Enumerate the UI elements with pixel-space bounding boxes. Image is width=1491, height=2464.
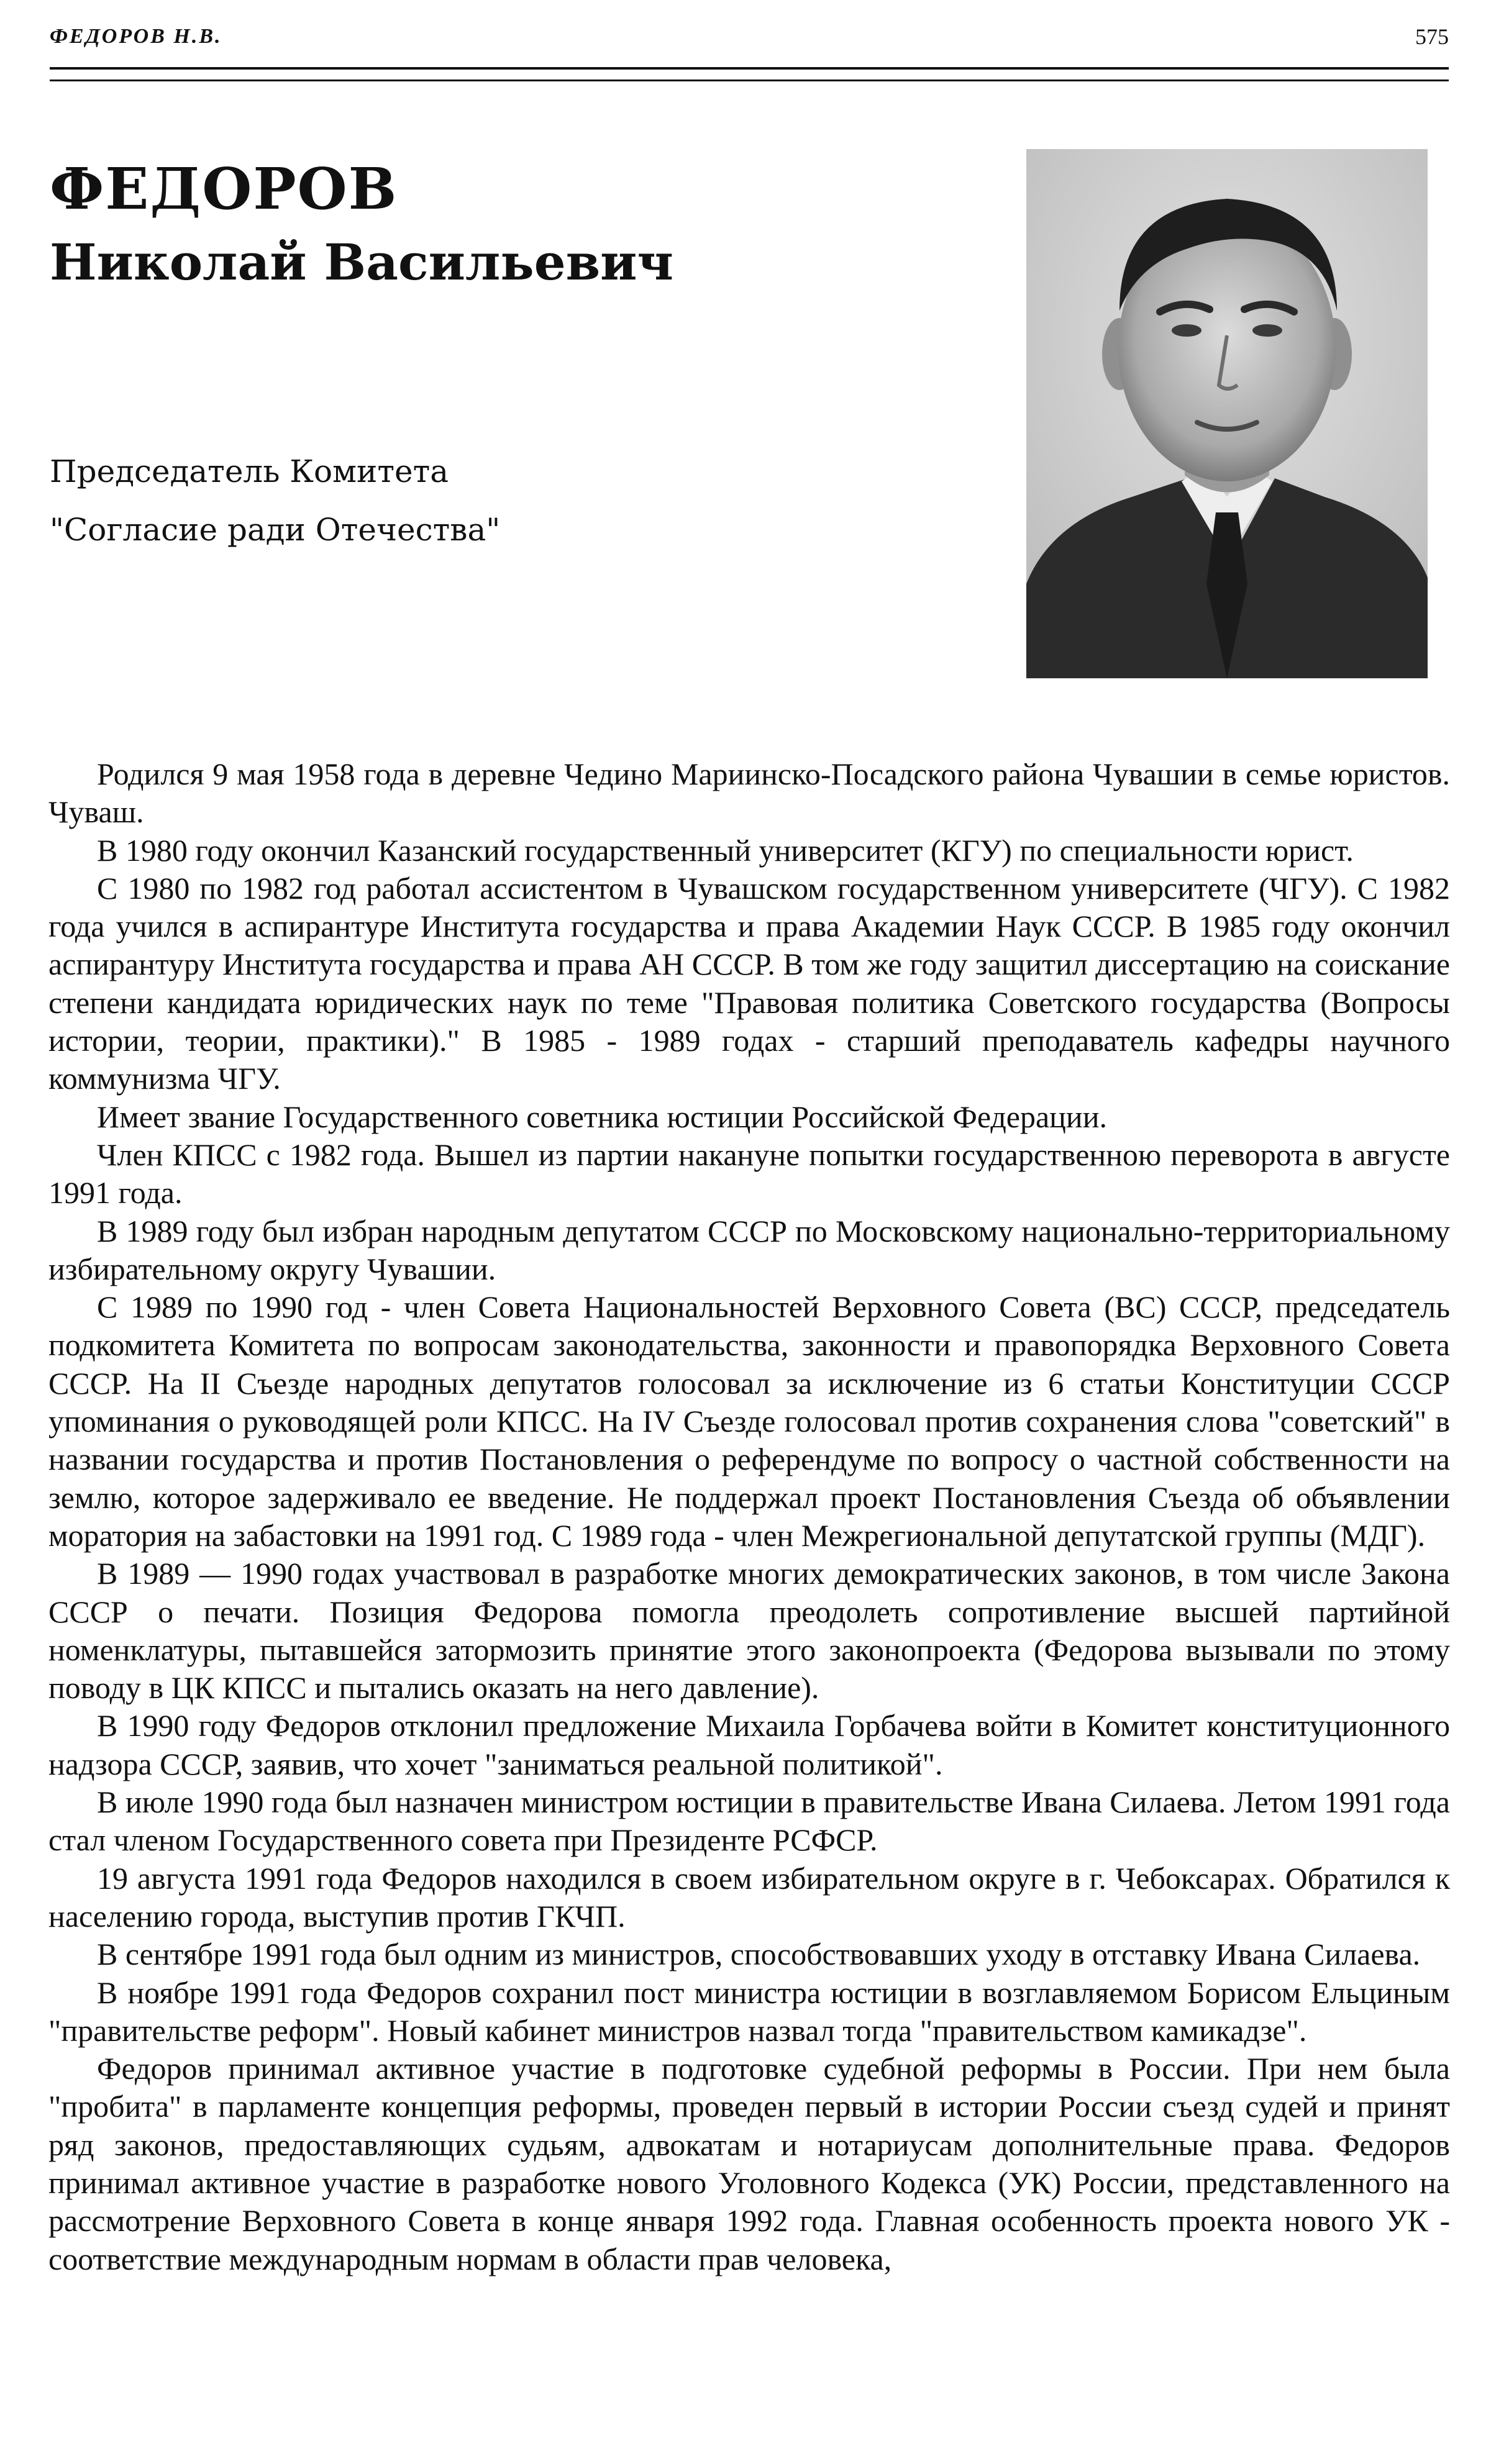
running-head: ФЕДОРОВ Н.В. bbox=[50, 25, 222, 48]
portrait-photo bbox=[1026, 149, 1428, 678]
bio-paragraph: Федоров принимал активное участие в подготовке судебной реформы в России. При нем была "пробита" в парламенте концепция реформы, проведен первый в истории России съезд судей и принят ряд законов, предоставляющих судьям, адвокатам и нотариусам дополнительные права. Федоров принимал активное участие в разработке нового Уголовного Кодекса (УК) России, представленного на рассмотрение Верховного Совета в конце января 1992 года. Главная особенность проекта нового УК - соответствие международным нормам в области прав человека, bbox=[48, 2051, 1450, 2276]
position-line-1: Председатель Комитета bbox=[50, 453, 449, 489]
bio-paragraph: Член КПСС с 1982 года. Вышел из партии накануне попытки государственною переворота в августе 1991 года. bbox=[48, 1137, 1450, 1211]
bio-paragraph: 19 августа 1991 года Федоров находился в своем избирательном округе в г. Чебоксарах. Обратился к населению города, выступив против ГКЧП. bbox=[48, 1860, 1450, 1934]
bio-paragraph: В 1989 — 1990 годах участвовал в разработке многих демократических законов, в том числе Закона СССР о печати. Позиция Федорова помогла преодолеть сопротивление высшей партийной номенклатуры, пытавшейся затормозить принятие этого законопроекта (Федорова вызывали по этому поводу в ЦК КПСС и пытались оказать на него давление). bbox=[48, 1556, 1450, 1706]
header-rule-thick bbox=[50, 67, 1449, 70]
person-given-names: Николай Васильевич bbox=[50, 233, 674, 291]
bio-paragraph: Родился 9 мая 1958 года в деревне Чедино Мариинско-Посадского района Чувашии в семье юристов. Чуваш. bbox=[48, 757, 1450, 830]
bio-paragraph: В 1989 году был избран народным депутатом СССР по Московскому национально-территориальному избирательному округу Чувашии. bbox=[48, 1213, 1450, 1286]
bio-paragraph: В 1990 году Федоров отклонил предложение Михаила Горбачева войти в Комитет конституционного надзора СССР, заявив, что хочет "заниматься реальной политикой". bbox=[48, 1708, 1450, 1781]
bio-paragraph: С 1980 по 1982 год работал ассистентом в Чувашском государственном университете (ЧГУ). С 1982 года учился в аспирантуре Института государства и права Академии Наук СССР. В 1985 году окончил аспирантуру Института государства и права АН СССР. В том же году защитил диссертацию на соискание степени кандидата юридических наук по теме "Правовая политика Советского государства (Вопросы истории, теории, практики)." В 1985 - 1989 годах - старший преподаватель кафедры научного коммунизма ЧГУ. bbox=[48, 870, 1450, 1096]
biography-text bbox=[48, 755, 1450, 2278]
bio-paragraph: В сентябре 1991 года был одним из министров, способствовавших уходу в отставку Ивана Силаева. bbox=[97, 1937, 1421, 1972]
position-title bbox=[50, 442, 500, 559]
bio-paragraph: В 1980 году окончил Казанский государственный университет (КГУ) по специальности юрист. bbox=[97, 832, 1354, 868]
bio-paragraph: С 1989 по 1990 год - член Совета Национальностей Верховного Совета (ВС) СССР, председатель подкомитета Комитета по вопросам законодательства, законности и правопорядка Верховного Совета СССР. На II Съезде народных депутатов голосовал за исключение из 6 статьи Конституции СССР упоминания о руководящей роли КПСС. На IV Съезде голосовал против сохранения слова "советский" в названии государства и против Постановления о референдуме по вопросу о частной собственности на землю, которое задерживало ее введение. Не поддержал проект Постановления Съезда об объявлении моратория на забастовки на 1991 год. С 1989 года - член Межрегиональной депутатской группы (МДГ). bbox=[48, 1289, 1450, 1553]
bio-paragraph: Имеет звание Государственного советника юстиции Российской Федерации. bbox=[97, 1099, 1107, 1134]
person-surname: ФЕДОРОВ bbox=[50, 155, 398, 222]
portrait-photo-icon bbox=[1026, 149, 1428, 678]
bio-paragraph: В ноябре 1991 года Федоров сохранил пост министра юстиции в возглавляемом Борисом Ельциным "правительстве реформ". Новый кабинет министров назвал тогда "правительством камикадзе". bbox=[48, 1975, 1450, 2048]
bio-paragraph: В июле 1990 года был назначен министром юстиции в правительстве Ивана Силаева. Летом 1991 года стал членом Государственного совета при Президенте РСФСР. bbox=[48, 1784, 1450, 1858]
page-number: 575 bbox=[1415, 24, 1449, 49]
position-line-2: "Согласие ради Отечества" bbox=[50, 512, 501, 548]
header-rule-thin bbox=[50, 80, 1449, 81]
